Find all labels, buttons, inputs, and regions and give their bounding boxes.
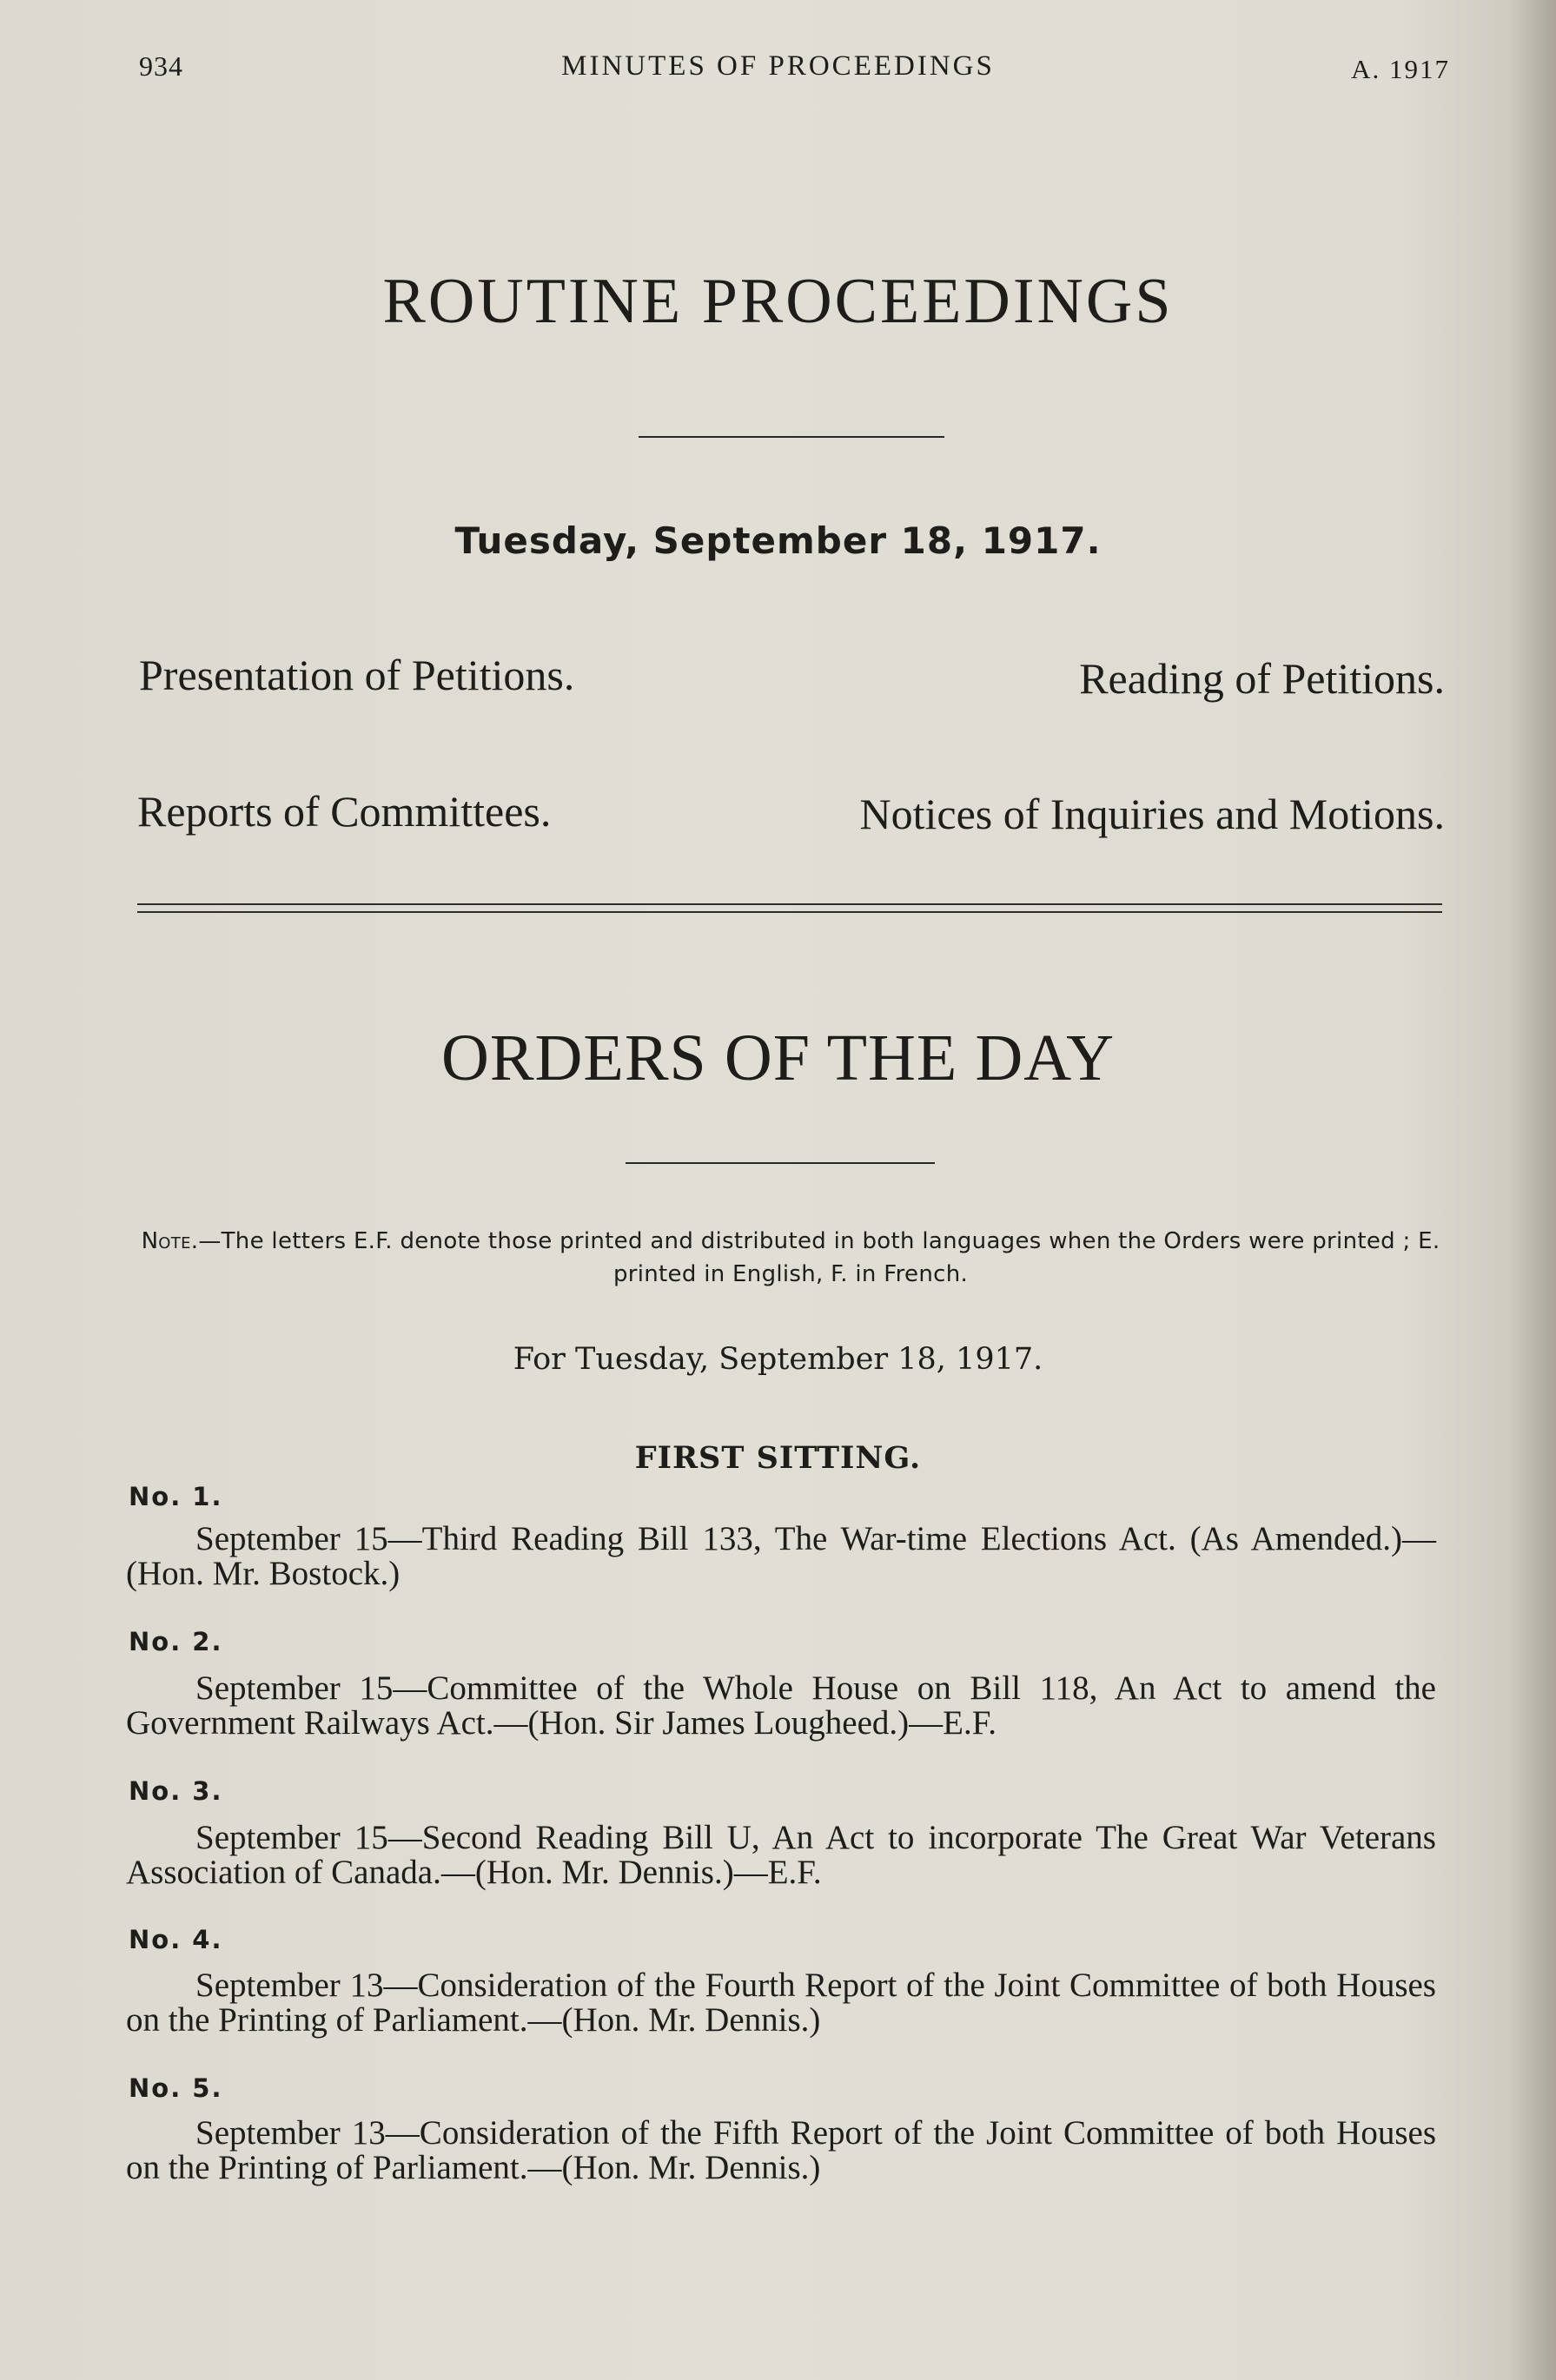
order-number: No. 4. bbox=[129, 1925, 223, 1954]
sitting-date: Tuesday, September 18, 1917. bbox=[454, 519, 1102, 562]
page-number: 934 bbox=[139, 50, 183, 82]
routine-item-reports: Reports of Committees. bbox=[137, 787, 552, 836]
order-number: No. 2. bbox=[129, 1627, 223, 1656]
routine-item-reading: Reading of Petitions. bbox=[1079, 654, 1445, 703]
order-number: No. 1. bbox=[129, 1482, 223, 1511]
orders-for-date: For Tuesday, September 18, 1917. bbox=[513, 1342, 1043, 1377]
order-text: September 15—Second Reading Bill U, An Act to incorporate The Great War Veterans Association of Canada.—(Hon. Mr. Dennis.)—E.F. bbox=[126, 1819, 1436, 1891]
note-label: Note. bbox=[141, 1228, 199, 1254]
sitting-heading: FIRST SITTING. bbox=[634, 1440, 922, 1476]
header-year: A. 1917 bbox=[1351, 54, 1450, 84]
order-number: No. 3. bbox=[129, 1776, 223, 1806]
order-text: September 13—Consideration of the Fourth Report of the Joint Committee of both Houses on the Printing of Parliament.—(Hon. Mr. Dennis.) bbox=[126, 1967, 1436, 2039]
order-number: No. 5. bbox=[129, 2073, 223, 2103]
order-text: September 13—Consideration of the Fifth Report of the Joint Committee of both Houses on the Printing of Parliament.—(Hon. Mr. Dennis.) bbox=[126, 2114, 1436, 2186]
routine-item-presentation: Presentation of Petitions. bbox=[139, 651, 575, 699]
orders-divider bbox=[626, 1162, 935, 1164]
order-text: September 15—Third Reading Bill 133, The War-time Elections Act. (As Amended.)—(Hon. Mr. Bostock.) bbox=[126, 1520, 1436, 1592]
orders-note bbox=[130, 1225, 1451, 1291]
order-text: September 15—Committee of the Whole House on Bill 118, An Act to amend the Government Railways Act.—(Hon. Sir James Lougheed.)—E.F. bbox=[126, 1669, 1436, 1742]
running-title: MINUTES OF PROCEEDINGS bbox=[561, 50, 995, 82]
section-divider bbox=[137, 903, 1442, 913]
title-divider bbox=[639, 436, 944, 438]
routine-item-notices: Notices of Inquiries and Motions. bbox=[859, 790, 1445, 838]
note-text: —The letters E.F. denote those printed and distributed in both languages when the Orders were printed ; E. printed in English, F. in French. bbox=[198, 1228, 1440, 1287]
orders-of-the-day-title: ORDERS OF THE DAY bbox=[440, 1021, 1116, 1094]
routine-proceedings-title: ROUTINE PROCEEDINGS bbox=[382, 266, 1174, 337]
